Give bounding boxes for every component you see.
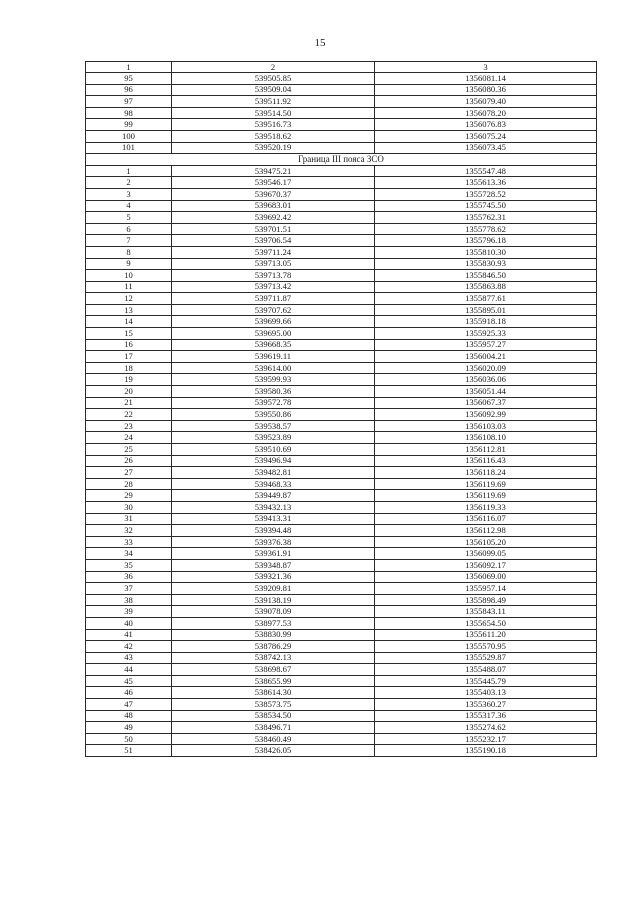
point-number-cell: 42 — [86, 641, 172, 653]
table-row — [86, 710, 597, 722]
coordinate-x-cell: 538742.13 — [172, 652, 375, 664]
table-row — [86, 339, 597, 351]
table-row — [86, 571, 597, 583]
table-row — [86, 328, 597, 340]
coordinate-y-cell: 1356105.20 — [375, 536, 597, 548]
coordinate-y-cell: 1356051.44 — [375, 386, 597, 398]
coordinate-x-cell: 539394.48 — [172, 525, 375, 537]
coordinate-x-cell: 539482.81 — [172, 467, 375, 479]
point-number-cell: 4 — [86, 200, 172, 212]
coordinate-x-cell: 538655.99 — [172, 675, 375, 687]
table-row — [86, 722, 597, 734]
point-number-cell: 99 — [86, 119, 172, 131]
coordinate-x-cell: 539706.54 — [172, 235, 375, 247]
coordinate-x-cell: 539580.36 — [172, 386, 375, 398]
coordinate-y-cell: 1356099.05 — [375, 548, 597, 560]
coordinate-x-cell: 539510.69 — [172, 444, 375, 456]
coordinate-x-cell: 539505.85 — [172, 73, 375, 85]
coordinate-y-cell: 1355529.87 — [375, 652, 597, 664]
coordinate-y-cell: 1356004.21 — [375, 351, 597, 363]
point-number-cell: 47 — [86, 699, 172, 711]
table-row — [86, 293, 597, 305]
table-row — [86, 96, 597, 108]
coordinate-x-cell: 539496.94 — [172, 455, 375, 467]
page-number: 15 — [314, 37, 326, 49]
coordinate-y-cell: 1355925.33 — [375, 328, 597, 340]
coordinate-x-cell: 538496.71 — [172, 722, 375, 734]
point-number-cell: 43 — [86, 652, 172, 664]
point-number-cell: 30 — [86, 501, 172, 513]
coordinate-y-cell: 1355403.13 — [375, 687, 597, 699]
coordinate-y-cell: 1356116.07 — [375, 513, 597, 525]
table-row — [86, 200, 597, 212]
coordinate-y-cell: 1356069.00 — [375, 571, 597, 583]
point-number-cell: 21 — [86, 397, 172, 409]
coordinate-x-cell: 539683.01 — [172, 200, 375, 212]
point-number-cell: 1 — [86, 165, 172, 177]
coordinate-x-cell: 539713.05 — [172, 258, 375, 270]
point-number-cell: 35 — [86, 559, 172, 571]
point-number-cell: 20 — [86, 386, 172, 398]
table-row — [86, 629, 597, 641]
table-row — [86, 501, 597, 513]
table-row — [86, 351, 597, 363]
point-number-cell: 11 — [86, 281, 172, 293]
coordinate-y-cell: 1356078.20 — [375, 107, 597, 119]
coordinate-x-cell: 539695.00 — [172, 328, 375, 340]
coordinate-x-cell: 539572.78 — [172, 397, 375, 409]
point-number-cell: 95 — [86, 73, 172, 85]
table-row — [86, 107, 597, 119]
coordinate-y-cell: 1355830.93 — [375, 258, 597, 270]
coordinate-x-cell: 539321.36 — [172, 571, 375, 583]
point-number-cell: 25 — [86, 444, 172, 456]
coordinate-y-cell: 1356108.10 — [375, 432, 597, 444]
point-number-cell: 34 — [86, 548, 172, 560]
coordinate-y-cell: 1356075.24 — [375, 130, 597, 142]
coordinate-x-cell: 539701.51 — [172, 223, 375, 235]
table-row — [86, 316, 597, 328]
point-number-cell: 40 — [86, 617, 172, 629]
point-number-cell: 27 — [86, 467, 172, 479]
coordinate-x-cell: 539449.87 — [172, 490, 375, 502]
coordinate-x-cell: 538830.99 — [172, 629, 375, 641]
coordinate-y-cell: 1355762.31 — [375, 212, 597, 224]
table-row — [86, 745, 597, 757]
table-row — [86, 223, 597, 235]
table-row — [86, 664, 597, 676]
coordinate-y-cell: 1355877.61 — [375, 293, 597, 305]
table-row — [86, 212, 597, 224]
coordinate-x-cell: 538534.50 — [172, 710, 375, 722]
coordinate-y-cell: 1356103.03 — [375, 420, 597, 432]
table-row — [86, 420, 597, 432]
coordinate-y-cell: 1356118.24 — [375, 467, 597, 479]
point-number-cell: 12 — [86, 293, 172, 305]
table-row — [86, 687, 597, 699]
point-number-cell: 50 — [86, 733, 172, 745]
point-number-cell: 41 — [86, 629, 172, 641]
coordinate-y-cell: 1355570.95 — [375, 641, 597, 653]
coordinate-x-cell: 538426.05 — [172, 745, 375, 757]
column-header-x: 2 — [172, 62, 375, 73]
coordinate-x-cell: 539520.19 — [172, 142, 375, 154]
coordinate-x-cell: 538786.29 — [172, 641, 375, 653]
coordinate-x-cell: 539614.00 — [172, 362, 375, 374]
point-number-cell: 98 — [86, 107, 172, 119]
coordinate-x-cell: 539518.62 — [172, 130, 375, 142]
table-row — [86, 281, 597, 293]
table-row — [86, 606, 597, 618]
point-number-cell: 19 — [86, 374, 172, 386]
coordinate-y-cell: 1355810.30 — [375, 246, 597, 258]
coordinate-x-cell: 539516.73 — [172, 119, 375, 131]
coordinate-x-cell: 539599.93 — [172, 374, 375, 386]
coordinate-x-cell: 539699.66 — [172, 316, 375, 328]
point-number-cell: 24 — [86, 432, 172, 444]
coordinate-y-cell: 1355728.52 — [375, 188, 597, 200]
table-row — [86, 177, 597, 189]
coordinate-y-cell: 1355232.17 — [375, 733, 597, 745]
table-row — [86, 130, 597, 142]
coordinate-y-cell: 1355274.62 — [375, 722, 597, 734]
point-number-cell: 36 — [86, 571, 172, 583]
point-number-cell: 23 — [86, 420, 172, 432]
coordinate-x-cell: 539138.19 — [172, 594, 375, 606]
coordinate-y-cell: 1355745.50 — [375, 200, 597, 212]
point-number-cell: 22 — [86, 409, 172, 421]
coordinate-x-cell: 539475.21 — [172, 165, 375, 177]
coordinate-y-cell: 1355547.48 — [375, 165, 597, 177]
table-row — [86, 525, 597, 537]
coordinate-x-cell: 538614.30 — [172, 687, 375, 699]
table-row — [86, 258, 597, 270]
coordinate-y-cell: 1355190.18 — [375, 745, 597, 757]
coordinate-y-cell: 1356080.36 — [375, 84, 597, 96]
point-number-cell: 101 — [86, 142, 172, 154]
table-row — [86, 652, 597, 664]
coordinate-y-cell: 1356020.09 — [375, 362, 597, 374]
point-number-cell: 46 — [86, 687, 172, 699]
table-row — [86, 386, 597, 398]
coordinate-x-cell: 539619.11 — [172, 351, 375, 363]
table-row — [86, 536, 597, 548]
point-number-cell: 8 — [86, 246, 172, 258]
column-header-y: 3 — [375, 62, 597, 73]
coordinate-y-cell: 1355778.62 — [375, 223, 597, 235]
coordinate-x-cell: 538977.53 — [172, 617, 375, 629]
table-row — [86, 304, 597, 316]
point-number-cell: 9 — [86, 258, 172, 270]
point-number-cell: 29 — [86, 490, 172, 502]
coordinate-y-cell: 1355445.79 — [375, 675, 597, 687]
coordinate-x-cell: 539209.81 — [172, 583, 375, 595]
point-number-cell: 15 — [86, 328, 172, 340]
coordinate-y-cell: 1356092.99 — [375, 409, 597, 421]
point-number-cell: 49 — [86, 722, 172, 734]
point-number-cell: 37 — [86, 583, 172, 595]
table-row — [86, 548, 597, 560]
coordinate-y-cell: 1355654.50 — [375, 617, 597, 629]
coordinate-y-cell: 1355846.50 — [375, 270, 597, 282]
table-row — [86, 165, 597, 177]
coordinate-x-cell: 539692.42 — [172, 212, 375, 224]
coordinate-y-cell: 1356067.37 — [375, 397, 597, 409]
point-number-cell: 10 — [86, 270, 172, 282]
coordinate-x-cell: 539550.86 — [172, 409, 375, 421]
table-row — [86, 675, 597, 687]
coordinate-x-cell: 539711.24 — [172, 246, 375, 258]
coordinate-y-cell: 1356119.69 — [375, 490, 597, 502]
coordinate-y-cell: 1355317.36 — [375, 710, 597, 722]
table-row — [86, 270, 597, 282]
point-number-cell: 3 — [86, 188, 172, 200]
coordinate-x-cell: 539514.50 — [172, 107, 375, 119]
coordinate-y-cell: 1356112.98 — [375, 525, 597, 537]
coordinate-y-cell: 1355843.11 — [375, 606, 597, 618]
point-number-cell: 33 — [86, 536, 172, 548]
point-number-cell: 51 — [86, 745, 172, 757]
table-row — [86, 478, 597, 490]
coordinate-y-cell: 1355488.07 — [375, 664, 597, 676]
coordinate-y-cell: 1356119.33 — [375, 501, 597, 513]
point-number-cell: 31 — [86, 513, 172, 525]
coordinate-y-cell: 1356076.83 — [375, 119, 597, 131]
coordinate-x-cell: 539711.87 — [172, 293, 375, 305]
point-number-cell: 45 — [86, 675, 172, 687]
coordinate-y-cell: 1355895.01 — [375, 304, 597, 316]
table-header-row — [86, 62, 597, 73]
point-number-cell: 38 — [86, 594, 172, 606]
column-header-number: 1 — [86, 62, 172, 73]
point-number-cell: 26 — [86, 455, 172, 467]
coordinate-y-cell: 1355613.36 — [375, 177, 597, 189]
coordinate-y-cell: 1355918.18 — [375, 316, 597, 328]
coordinate-y-cell: 1356073.45 — [375, 142, 597, 154]
point-number-cell: 13 — [86, 304, 172, 316]
table-row — [86, 559, 597, 571]
table-row — [86, 444, 597, 456]
coordinate-x-cell: 539432.13 — [172, 501, 375, 513]
coordinate-y-cell: 1356112.81 — [375, 444, 597, 456]
coordinate-y-cell: 1355863.88 — [375, 281, 597, 293]
coordinate-x-cell: 539713.42 — [172, 281, 375, 293]
coordinate-x-cell: 539078.09 — [172, 606, 375, 618]
point-number-cell: 44 — [86, 664, 172, 676]
point-number-cell: 97 — [86, 96, 172, 108]
table-row — [86, 362, 597, 374]
coordinate-y-cell: 1355898.49 — [375, 594, 597, 606]
table-row — [86, 490, 597, 502]
coordinate-x-cell: 538698.67 — [172, 664, 375, 676]
coordinate-y-cell: 1355360.27 — [375, 699, 597, 711]
point-number-cell: 7 — [86, 235, 172, 247]
section-title: Граница III пояса ЗСО — [86, 154, 597, 166]
table-row — [86, 733, 597, 745]
coordinate-x-cell: 539413.31 — [172, 513, 375, 525]
table-row — [86, 513, 597, 525]
coordinate-x-cell: 539511.92 — [172, 96, 375, 108]
coordinate-x-cell: 539546.17 — [172, 177, 375, 189]
point-number-cell: 18 — [86, 362, 172, 374]
coordinate-y-cell: 1356092.17 — [375, 559, 597, 571]
table-row — [86, 641, 597, 653]
table-row — [86, 142, 597, 154]
table-row — [86, 84, 597, 96]
coordinate-x-cell: 539670.37 — [172, 188, 375, 200]
coordinate-y-cell: 1356119.69 — [375, 478, 597, 490]
coordinate-x-cell: 539707.62 — [172, 304, 375, 316]
table-row — [86, 467, 597, 479]
coordinate-y-cell: 1355957.14 — [375, 583, 597, 595]
point-number-cell: 17 — [86, 351, 172, 363]
coordinate-y-cell: 1355957.27 — [375, 339, 597, 351]
table-row — [86, 594, 597, 606]
table-row — [86, 73, 597, 85]
point-number-cell: 16 — [86, 339, 172, 351]
coordinate-x-cell: 539348.87 — [172, 559, 375, 571]
table-row — [86, 455, 597, 467]
coordinate-x-cell: 539361.91 — [172, 548, 375, 560]
coordinate-y-cell: 1355611.20 — [375, 629, 597, 641]
coordinate-y-cell: 1356079.40 — [375, 96, 597, 108]
coordinate-x-cell: 539523.89 — [172, 432, 375, 444]
table-row — [86, 246, 597, 258]
point-number-cell: 14 — [86, 316, 172, 328]
table-row — [86, 235, 597, 247]
coordinates-table — [85, 61, 597, 757]
coordinate-y-cell: 1356036.06 — [375, 374, 597, 386]
table-row — [86, 409, 597, 421]
table-row — [86, 583, 597, 595]
point-number-cell: 39 — [86, 606, 172, 618]
point-number-cell: 2 — [86, 177, 172, 189]
coordinate-y-cell: 1356081.14 — [375, 73, 597, 85]
table-row — [86, 699, 597, 711]
coordinate-x-cell: 539468.33 — [172, 478, 375, 490]
table-row — [86, 432, 597, 444]
table-row — [86, 119, 597, 131]
point-number-cell: 5 — [86, 212, 172, 224]
table-row — [86, 617, 597, 629]
coordinate-x-cell: 538573.75 — [172, 699, 375, 711]
table-row — [86, 188, 597, 200]
point-number-cell: 32 — [86, 525, 172, 537]
point-number-cell: 6 — [86, 223, 172, 235]
section-row — [86, 154, 597, 166]
coordinate-y-cell: 1355796.18 — [375, 235, 597, 247]
point-number-cell: 48 — [86, 710, 172, 722]
coordinate-x-cell: 539713.78 — [172, 270, 375, 282]
table-row — [86, 374, 597, 386]
coordinates-table-body — [86, 62, 597, 757]
coordinate-x-cell: 538460.49 — [172, 733, 375, 745]
coordinate-y-cell: 1356116.43 — [375, 455, 597, 467]
point-number-cell: 100 — [86, 130, 172, 142]
point-number-cell: 96 — [86, 84, 172, 96]
coordinate-x-cell: 539376.38 — [172, 536, 375, 548]
table-row — [86, 397, 597, 409]
coordinate-x-cell: 539509.04 — [172, 84, 375, 96]
coordinate-x-cell: 539668.35 — [172, 339, 375, 351]
coordinate-x-cell: 539538.57 — [172, 420, 375, 432]
point-number-cell: 28 — [86, 478, 172, 490]
